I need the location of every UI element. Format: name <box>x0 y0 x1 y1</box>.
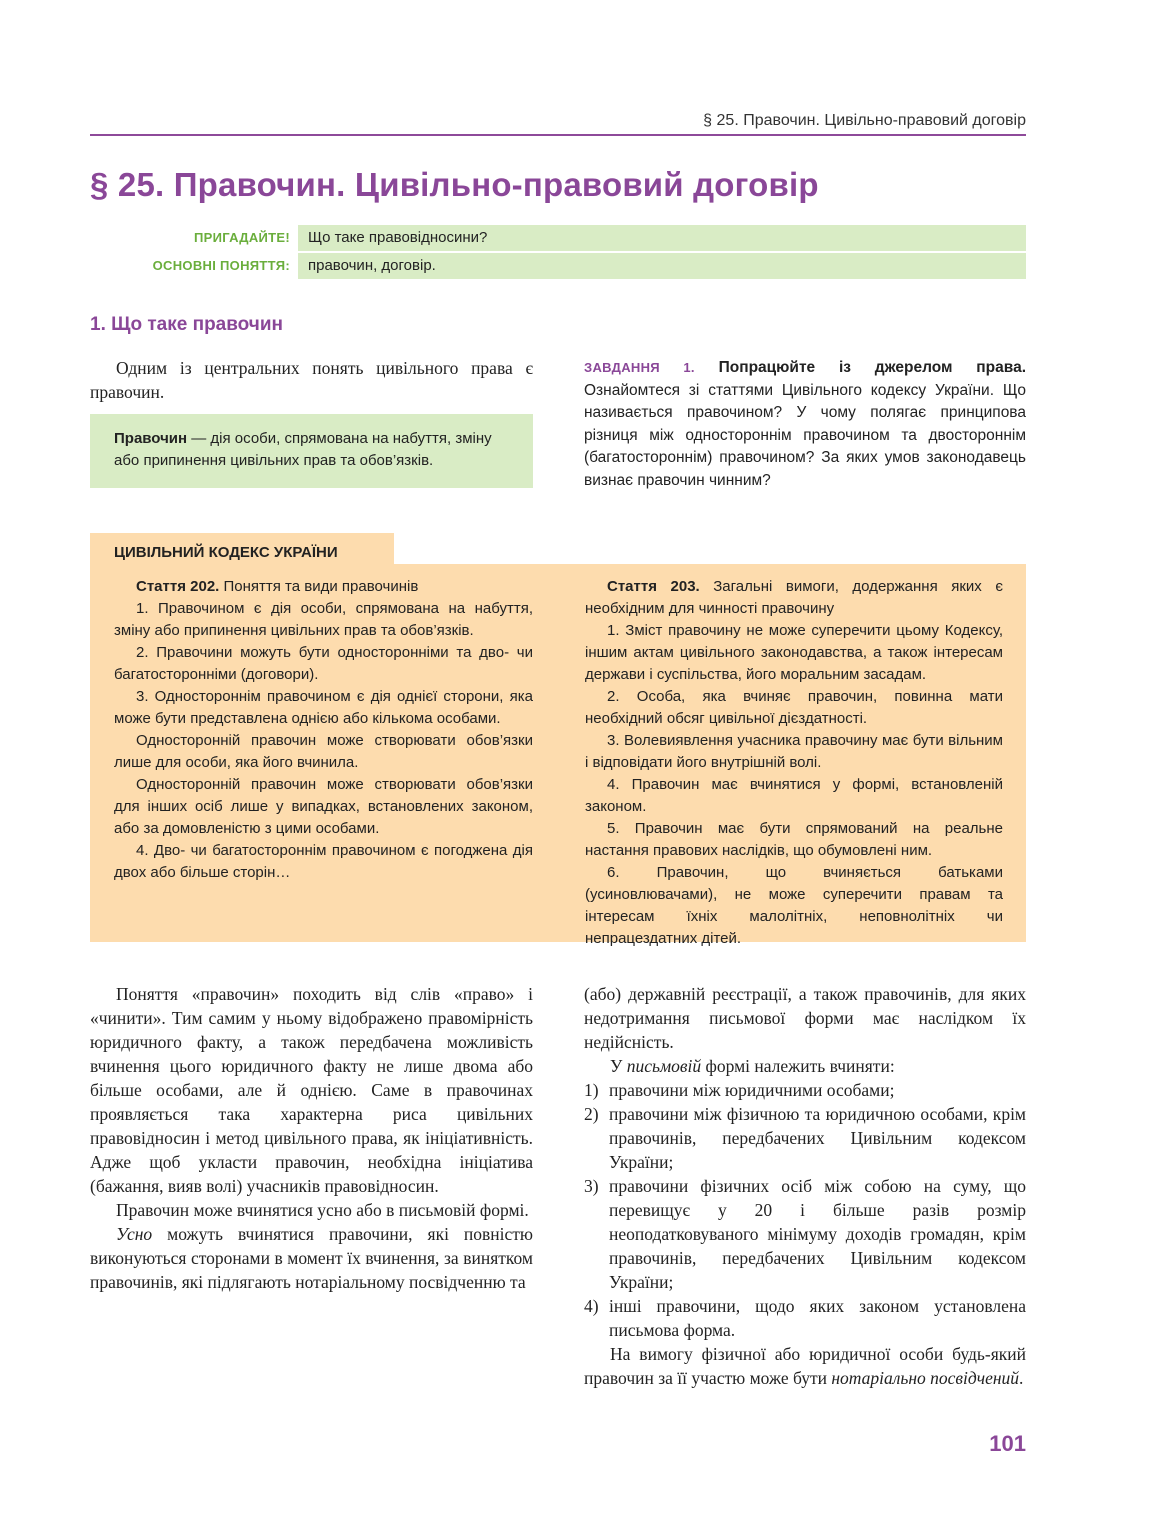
task-text: Ознайомтеся зі статтями Цивільного кодексу України. Що називається правочином? У чому полягає принципова різниця між одностороннім правочином та двостороннім (багатостороннім) правочином? За яких умов законодавець визнає правочин чинним? <box>584 381 1026 489</box>
body-right-column <box>584 982 1026 1390</box>
concepts-row <box>90 253 1026 279</box>
article-paragraph: 1. Зміст правочину не може суперечити цьому Кодексу, іншим актам цивільного законодавства, а також інтересам держави і суспільства, його моральним засадам. <box>585 622 1003 683</box>
recall-label: ПРИГАДАЙТЕ! <box>193 230 290 245</box>
list-item <box>584 1078 1026 1102</box>
list-number: 1) <box>584 1080 599 1100</box>
code-tab: ЦИВІЛЬНИЙ КОДЕКС УКРАЇНИ <box>90 533 394 565</box>
written-term: письмовій <box>626 1056 702 1076</box>
article-paragraph: 3. Волевиявлення учасника правочину має бути вільним і відповідати його внутрішній волі. <box>585 732 1003 771</box>
article-paragraph: Односторонній правочин може створювати обов’язки лише для особи, яка його вчинила. <box>114 732 533 771</box>
article-203-title: Загальні вимоги, додержання яких є необхідним для чинності правочину <box>585 578 1003 617</box>
recall-row <box>90 225 1026 251</box>
running-head: § 25. Правочин. Цивільно-правовий договір <box>703 112 1026 129</box>
header-rule <box>90 134 1026 136</box>
article-paragraph: 1. Правочином є дія особи, спрямована на набуття, зміну або припинення цивільних прав та обов’язків. <box>114 600 533 639</box>
list-number: 3) <box>584 1176 599 1196</box>
article-202 <box>114 576 533 884</box>
intro-paragraph: Одним із центральних понять цивільного права є правочин. <box>90 358 533 402</box>
list-item <box>584 1174 1026 1294</box>
section-heading: 1. Що таке правочин <box>90 314 283 335</box>
article-paragraph: Односторонній правочин може створювати обов’язки для інших осіб лише у випадках, встановлених законом, або за домовленістю з цими особами. <box>114 776 533 837</box>
article-202-title: Поняття та види правочинів <box>219 578 419 595</box>
page-number: 101 <box>989 1431 1026 1456</box>
article-paragraph: 6. Правочин, що вчиняється батьками (усиновлювачами), не може суперечити правам та інтересам їхніх малолітніх, неповнолітніх чи непрацездатних дітей. <box>585 864 1003 947</box>
article-paragraph: 5. Правочин має бути спрямований на реальне настання правових наслідків, що обумовлені ним. <box>585 820 1003 859</box>
list-number: 4) <box>584 1296 599 1316</box>
definition-box <box>90 414 533 488</box>
list-text: правочини фізичних осіб між собою на суму, що перевищує у 20 і більше разів розмір неоподатковуваного мінімуму доходів громадян, крім правочинів, передбачених Цивільним кодексом України; <box>609 1176 1026 1292</box>
article-paragraph: 4. Дво- чи багатостороннім правочином є погоджена дія двох або більше сторін… <box>114 842 533 881</box>
body-paragraph: Поняття «правочин» походить від слів «право» і «чинити». Тим самим у ньому відображено правомірність юридичного факту, а також передбачена можливість вчинення цього юридичного факту не лише двома або більше особами, але й однією. Саме в правочинах проявляється така характерна риса цивільних правовідносин і метод цивільного права, як ініціативність. Адже щоб укласти правочин, необхідна ініціатива (бажання, вияв волі) учасників правовідносин. <box>90 984 533 1196</box>
list-text: правочини між юридичними особами; <box>609 1080 895 1100</box>
article-203-label: Стаття 203. <box>607 578 700 595</box>
article-203 <box>585 576 1003 950</box>
body-text: У <box>610 1056 627 1076</box>
body-paragraph <box>584 1342 1026 1390</box>
body-paragraph <box>90 1222 533 1294</box>
body-paragraph <box>584 1054 1026 1078</box>
page-title: § 25. Правочин. Цивільно-правовий договір <box>90 166 819 203</box>
list-text: правочини між фізичною та юридичною особами, крім правочинів, передбачених Цивільним кодексом України; <box>609 1104 1026 1172</box>
oral-term: Усно <box>116 1224 153 1244</box>
definition-text: — дія особи, спрямована на набуття, зміну або припинення цивільних прав та обов’язків. <box>114 430 492 469</box>
list-text: інші правочини, щодо яких законом установлена письмова форма. <box>609 1296 1026 1340</box>
list-item <box>584 1102 1026 1174</box>
body-left-column <box>90 982 533 1294</box>
article-paragraph: 2. Особа, яка вчиняє правочин, повинна мати необхідний обсяг цивільної дієздатності. <box>585 688 1003 727</box>
body-paragraph: (або) державній реєстрації, а також правочинів, для яких недотримання письмової форми має наслідком їх недійсність. <box>584 984 1026 1052</box>
article-paragraph: 2. Правочини можуть бути односторонніми та дво- чи багатосторонніми (договори). <box>114 644 533 683</box>
body-text: . <box>1019 1368 1024 1388</box>
concepts-label: ОСНОВНІ ПОНЯТТЯ: <box>152 258 290 273</box>
task-heading: Попрацюйте із джерелом права. <box>718 359 1026 376</box>
list-item <box>584 1294 1026 1342</box>
body-text: можуть вчинятися правочини, які повністю виконуються сторонами в момент їх вчинення, за винятком правочинів, які підлягають нотаріальному посвідченню та <box>90 1224 533 1292</box>
notarized-term: нотаріально посвідчений <box>831 1368 1020 1388</box>
concepts-value: правочин, договір. <box>298 253 1026 279</box>
list-number: 2) <box>584 1104 599 1124</box>
civil-code-box <box>90 564 1026 947</box>
task-block <box>584 357 1026 492</box>
body-text: формі належить вчиняти: <box>701 1056 895 1076</box>
written-form-list <box>584 1078 1026 1342</box>
body-paragraph: Правочин може вчинятися усно або в письмовій формі. <box>116 1200 529 1220</box>
body-text: На вимогу фізичної або юридичної особи будь-який правочин за її участю може бути <box>584 1344 1026 1388</box>
recall-value: Що таке правовідносини? <box>298 225 1026 251</box>
task-label: ЗАВДАННЯ 1. <box>584 360 695 375</box>
article-paragraph: 4. Правочин має вчинятися у формі, встановленій законом. <box>585 776 1003 815</box>
definition-term: Правочин <box>114 430 188 447</box>
article-202-label: Стаття 202. <box>136 578 220 595</box>
article-paragraph: 3. Одностороннім правочином є дія однієї сторони, яка може бути представлена однією або кількома особами. <box>114 688 533 727</box>
